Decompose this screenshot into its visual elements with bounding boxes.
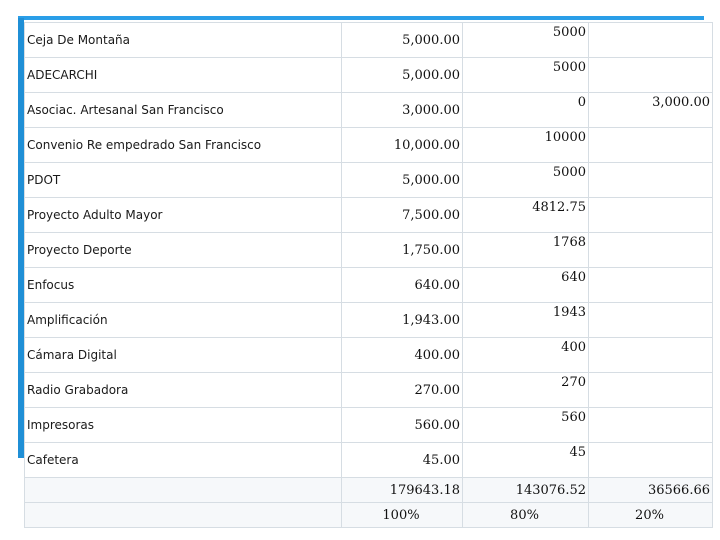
executed-value: 45 (569, 444, 586, 460)
budget-amount: 45.00 (342, 443, 463, 478)
top-accent-bar (18, 16, 704, 20)
project-name: Amplificación (25, 303, 342, 338)
executed-value: 1943 (552, 304, 586, 320)
executed-value: 560 (561, 409, 586, 425)
executed-amount (463, 338, 589, 373)
budget-amount: 1,750.00 (342, 233, 463, 268)
table-row (25, 163, 713, 198)
balance-amount (589, 58, 713, 93)
total-balance: 36566.66 (589, 478, 713, 503)
balance-amount (589, 268, 713, 303)
totals-row (25, 478, 713, 503)
balance-amount (589, 443, 713, 478)
budget-amount: 560.00 (342, 408, 463, 443)
table-row (25, 268, 713, 303)
budget-percentage: 100% (342, 503, 463, 528)
executed-amount (463, 198, 589, 233)
budget-table (24, 22, 713, 528)
budget-amount: 7,500.00 (342, 198, 463, 233)
executed-amount (463, 303, 589, 338)
balance-amount (589, 93, 713, 128)
budget-table-container (24, 22, 710, 523)
executed-value: 1768 (552, 234, 586, 250)
project-name: Radio Grabadora (25, 373, 342, 408)
executed-amount (463, 128, 589, 163)
balance-amount (589, 373, 713, 408)
budget-amount: 10,000.00 (342, 128, 463, 163)
percentage-label-cell (25, 503, 342, 528)
budget-amount: 640.00 (342, 268, 463, 303)
executed-amount (463, 58, 589, 93)
project-name: Cafetera (25, 443, 342, 478)
executed-amount (463, 23, 589, 58)
project-name: Enfocus (25, 268, 342, 303)
budget-table-body (25, 23, 713, 528)
table-row (25, 338, 713, 373)
balance-amount (589, 408, 713, 443)
total-budget: 179643.18 (342, 478, 463, 503)
executed-amount (463, 233, 589, 268)
balance-amount (589, 23, 713, 58)
balance-amount (589, 338, 713, 373)
budget-amount: 3,000.00 (342, 93, 463, 128)
total-executed: 143076.52 (463, 478, 589, 503)
balance-percentage: 20% (589, 503, 713, 528)
executed-value: 640 (561, 269, 586, 285)
project-name: Cámara Digital (25, 338, 342, 373)
budget-amount: 5,000.00 (342, 163, 463, 198)
balance-amount (589, 128, 713, 163)
executed-value: 4812.75 (532, 199, 586, 215)
table-row (25, 93, 713, 128)
executed-amount (463, 373, 589, 408)
balance-amount (589, 233, 713, 268)
executed-amount (463, 163, 589, 198)
balance-amount (589, 163, 713, 198)
balance-value: 3,000.00 (652, 94, 710, 110)
executed-value: 270 (561, 374, 586, 390)
executed-amount (463, 443, 589, 478)
table-row (25, 128, 713, 163)
executed-amount (463, 408, 589, 443)
executed-value: 10000 (544, 129, 586, 145)
executed-value: 0 (577, 94, 586, 110)
executed-value: 5000 (552, 24, 586, 40)
project-name: ADECARCHI (25, 58, 342, 93)
executed-value: 5000 (552, 59, 586, 75)
table-row (25, 373, 713, 408)
project-name: Asociac. Artesanal San Francisco (25, 93, 342, 128)
table-row (25, 408, 713, 443)
project-name: Ceja De Montaña (25, 23, 342, 58)
project-name: Proyecto Adulto Mayor (25, 198, 342, 233)
budget-amount: 400.00 (342, 338, 463, 373)
executed-value: 400 (561, 339, 586, 355)
balance-amount (589, 198, 713, 233)
executed-value: 5000 (552, 164, 586, 180)
totals-label-cell (25, 478, 342, 503)
table-row (25, 58, 713, 93)
project-name: Impresoras (25, 408, 342, 443)
balance-amount (589, 303, 713, 338)
table-row (25, 198, 713, 233)
budget-amount: 1,943.00 (342, 303, 463, 338)
budget-amount: 5,000.00 (342, 23, 463, 58)
project-name: Convenio Re empedrado San Francisco (25, 128, 342, 163)
project-name: PDOT (25, 163, 342, 198)
executed-amount (463, 268, 589, 303)
table-row (25, 443, 713, 478)
executed-percentage: 80% (463, 503, 589, 528)
budget-amount: 5,000.00 (342, 58, 463, 93)
project-name: Proyecto Deporte (25, 233, 342, 268)
percentage-row (25, 503, 713, 528)
table-row (25, 303, 713, 338)
executed-amount (463, 93, 589, 128)
budget-amount: 270.00 (342, 373, 463, 408)
table-row (25, 233, 713, 268)
table-row (25, 23, 713, 58)
